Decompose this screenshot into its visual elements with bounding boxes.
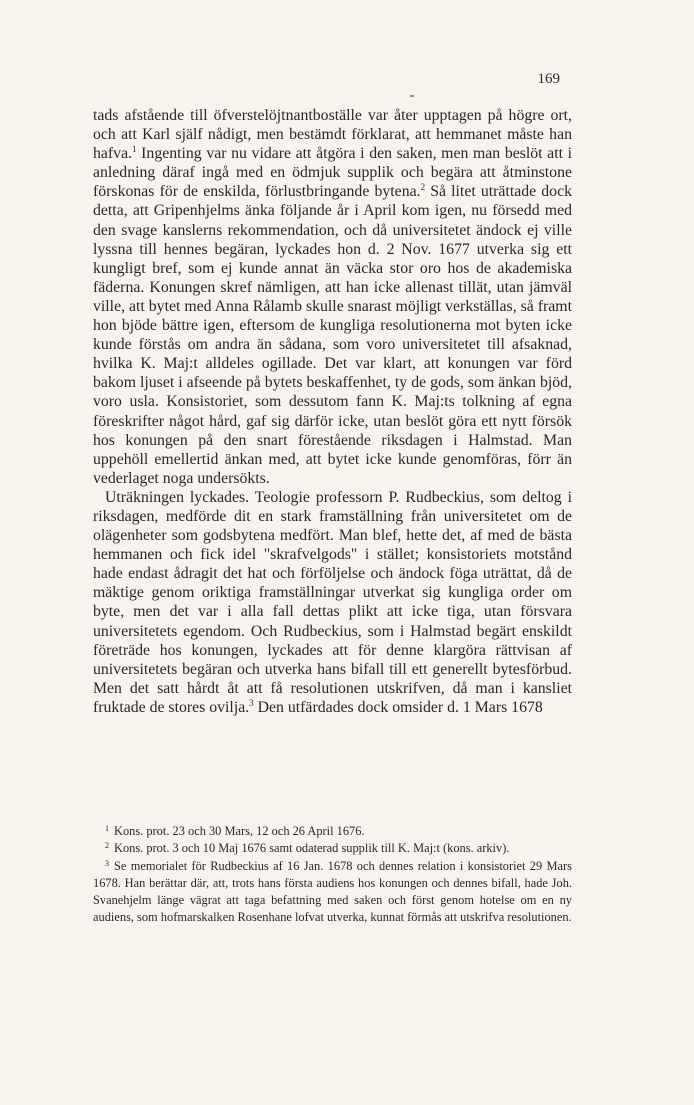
footnote	[93, 840, 572, 857]
footnote-ref[interactable]: 1	[132, 144, 137, 155]
footnote	[93, 823, 572, 840]
footnote-text: Se memorialet för Rudbeckius af 16 Jan. 1678 och dennes relation i konsistoriet 29 Mars 1678. Han berättar där, att, trots hans första audiens hos konungen och dennes bifall, hade Joh. Svanehjelm länge vägrat att taga befattning med saken och först genom hotelse om en ny audiens, som hofmarskalken Rosenhane lofvat utverka, kunnat förmås att utskrifva resolutionen.	[93, 858, 572, 925]
footnote-text: Kons. prot. 23 och 30 Mars, 12 och 26 April 1676.	[114, 824, 365, 838]
ink-smudge	[410, 95, 414, 97]
footnotes	[93, 823, 572, 927]
footnote-text: Kons. prot. 3 och 10 Maj 1676 samt odaterad supplik till K. Maj:t (kons. arkiv).	[114, 841, 510, 856]
footnote-mark: 2	[105, 841, 109, 851]
footnote-mark: 3	[105, 858, 109, 868]
footnote-mark: 1	[105, 824, 109, 833]
paragraph: Uträkningen lyckades. Teologie professorn P. Rudbeckius, som deltog i riksdagen, medförde dit en stark framställning från universitetet om de olägenheter som godsbytena medfört. Man blef, hette det, af med de bästa hemmanen och fick idel "skrafvelgods" i stället; konsistoriets motstånd hade endast ådragit det hat och förföljelse och ändock föga uträttat, då de mäktige genom oriktiga framställningar utverkat sig kungliga order om byte, men det var i alla fall dettas plikt att icke tiga, utan försvara universitetets egendom. Och Rudbeckius, som i Halmstad begärt enskildt företräde hos konungen, lyckades att för denne klargöra rättvisan af universitetets begäran och utverka hans bifall till ett generellt bytesförbud. Men det satt hårdt åt att få resolutionen utskrifven, då man i kansliet fruktade de stores ovilja.$^3$ Den utfärdades dock omsider d. 1 Mars 1678	[93, 488, 572, 716]
footnote-ref[interactable]: 3	[249, 697, 254, 708]
paragraph: tads afstående till öfverstelöjtnantboställe var åter upptagen på högre ort, och att Karl själf nådigt, men bestämdt förklarat, att hemmanet måste han hafva.$^1$ Ingenting var nu vidare att åtgöra i den saken, men man beslöt att i anledning däraf ingå med en ödmjuk supplik och begära att åtminstone förskonas för de enskilda, förlustbringande bytena.$^2$ Så litet uträttade dock detta, att Gripenhjelms änka följande år i April kom igen, nu försedd med den svage kanslerns rekommendation, och då universitetet ändock ej ville lyssna till hennes begäran, lyckades hon d. 2 Nov. 1677 utverka sig ett kungligt bref, som ej kunde annat än väcka stor oro hos de akademiska fäderna. Konungen skref nämligen, att han icke allenast tillät, utan jämväl ville, att bytet med Anna Rålamb skulle snarast möjligt verkställas, så framt hon bjöde bättre igen, eftersom de kungliga resolutionerna mot byten icke kunde förstås om andra än sådana, som voro universitetet till afsaknad, hvilka K. Maj:t alldeles ogillade. Det var klart, att konungen var förd bakom ljuset i afseende på bytets beskaffenhet, ty de gods, som änkan bjöd, voro usla. Konsistoriet, som dessutom fann K. Maj:ts tolkning af egna föreskrifter något hård, gaf sig därför icke, utan beslöt göra ett nytt försök hos konungen på den snart förestående riksdagen i Halmstad. Man uppehöll emellertid änkan med, att bytet icke kunde genomföras, förr än vederlaget noga undersökts.	[93, 107, 572, 487]
footnote	[93, 858, 572, 927]
page-number: 169	[537, 71, 560, 87]
body-text	[93, 106, 572, 717]
footnote-ref[interactable]: 2	[420, 182, 426, 193]
